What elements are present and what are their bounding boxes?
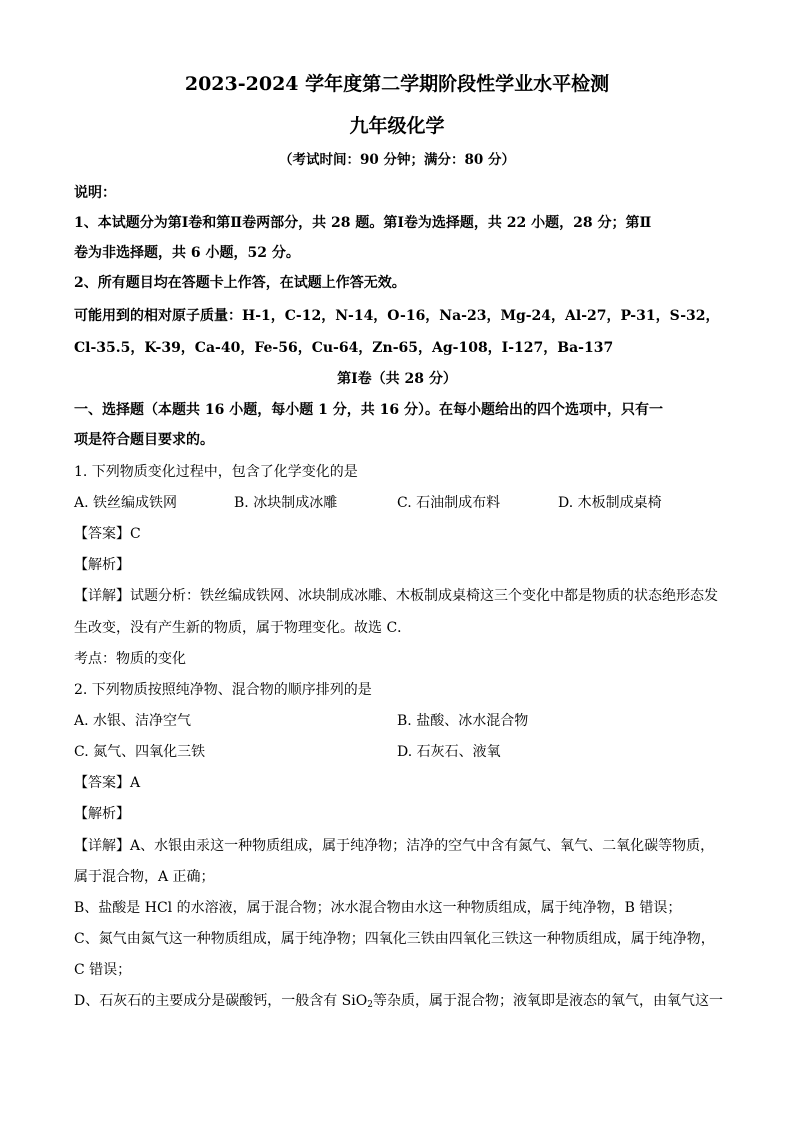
question-2-option-d: D. 石灰石、液氧	[397, 744, 501, 760]
question-2-detail-a1: 【详解】A、水银由汞这一种物质组成，属于纯净物；洁净的空气中含有氮气、氧气、二氧化碳等物质，	[74, 838, 715, 854]
question-2-detail-a2: 属于混合物，A 正确；	[74, 869, 215, 885]
notes-heading: 说明：	[74, 185, 116, 201]
question-1-detail-b: 生改变，没有产生新的物质，属于物理变化。故选 C．	[74, 620, 412, 636]
atomic-masses-a: 可能用到的相对原子质量：H-1，C-12，N-14，O-16，Na-23，Mg-24，Al-27，P-31，S-32，	[74, 308, 720, 324]
question-2-option-c: C. 氮气、四氧化三铁	[74, 744, 206, 760]
question-2-option-b: B. 盐酸、冰水混合物	[397, 713, 529, 729]
exam-info: （考试时间：90 分钟；满分：80 分）	[279, 152, 515, 168]
question-1-point: 考点：物质的变化	[74, 651, 186, 667]
question-2-stem: 2. 下列物质按照纯净物、混合物的顺序排列的是	[74, 682, 372, 698]
question-1-detail-a: 【详解】试题分析：铁丝编成铁网、冰块制成冰雕、木板制成桌椅这三个变化中都是物质的状态绝形态发	[74, 588, 718, 604]
question-1-option-d: D. 木板制成桌椅	[558, 495, 662, 511]
question-1-option-a: A. 铁丝编成铁网	[74, 495, 178, 511]
question-2-detail-c2: C 错误；	[74, 962, 132, 978]
notes-line-1b: 卷为非选择题，共 6 小题，52 分。	[74, 245, 300, 261]
question-1-option-b: B. 冰块制成冰雕	[234, 495, 338, 511]
question-2-answer: 【答案】A	[74, 775, 141, 791]
question-2-option-a: A. 水银、洁净空气	[74, 713, 192, 729]
question-1-answer: 【答案】C	[74, 526, 141, 542]
notes-line-1a: 1、本试题分为第Ⅰ卷和第Ⅱ卷两部分，共 28 题。第Ⅰ卷为选择题，共 22 小题，28 分；第Ⅱ	[74, 215, 652, 231]
question-1-analysis: 【解析】	[74, 557, 130, 573]
question-2-detail-c1: C、氮气由氮气这一种物质组成，属于纯净物；四氧化三铁由四氧化三铁这一种物质组成，属于纯净物，	[74, 931, 715, 947]
question-2-detail-b: B、盐酸是 HCl 的水溶液，属于混合物；冰水混合物由水这一种物质组成，属于纯净物，B 错误；	[74, 900, 682, 916]
section-intro-b: 项是符合题目要求的。	[74, 432, 214, 448]
exam-title: 2023-2024 学年度第二学期阶段性学业水平检测	[184, 73, 610, 95]
section-intro-a: 一、选择题（本题共 16 小题，每小题 1 分，共 16 分）。在每小题给出的四个选项中，只有一	[74, 402, 663, 418]
notes-line-2: 2、所有题目均在答题卡上作答，在试题上作答无效。	[74, 275, 406, 291]
detail-d-subscript: 2	[367, 1000, 373, 1010]
question-2-detail-d	[74, 991, 723, 1015]
section-heading: 第Ⅰ卷（共 28 分）	[337, 371, 457, 387]
question-2-analysis: 【解析】	[74, 806, 130, 822]
detail-d-text-post: 等杂质，属于混合物；液氧即是液态的氧气，由氧气这一	[372, 993, 723, 1009]
question-1-stem: 1. 下列物质变化过程中，包含了化学变化的是	[74, 464, 358, 480]
question-1-option-c: C. 石油制成布料	[397, 495, 501, 511]
atomic-masses-b: Cl-35.5，K-39，Ca-40，Fe-56，Cu-64，Zn-65，Ag-108，I-127，Ba-137	[74, 340, 614, 356]
detail-d-text-pre: D、石灰石的主要成分是碳酸钙，一般含有 SiO	[74, 993, 368, 1009]
exam-subject: 九年级化学	[349, 115, 445, 137]
